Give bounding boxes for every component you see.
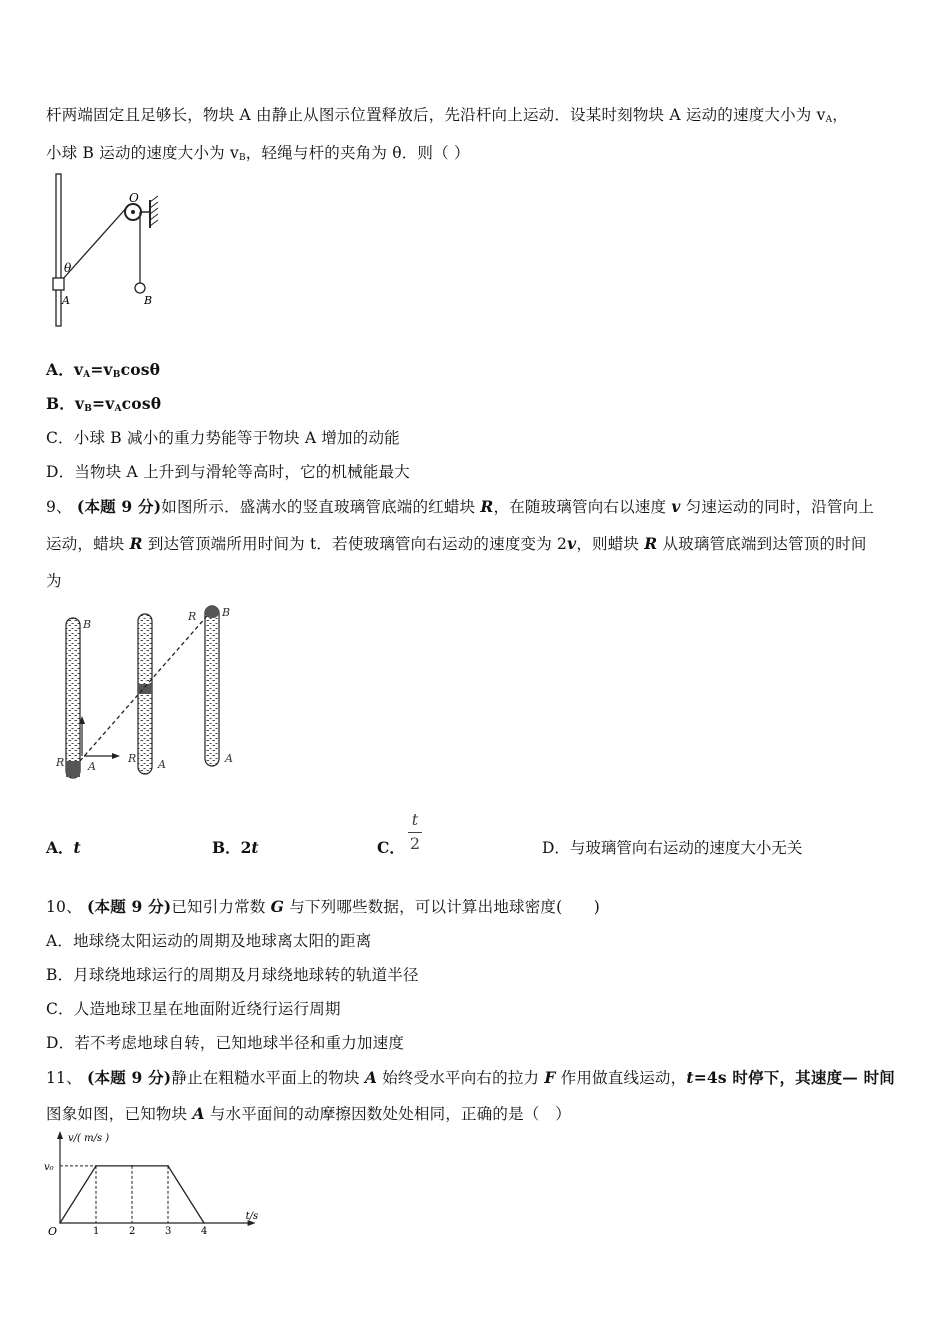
velocity-line <box>60 1166 204 1223</box>
tube2-label-r: R <box>128 752 137 765</box>
q10-option-b: B．月球绕地球运行的周期及月球绕地球转的轨道半径 <box>46 966 419 984</box>
q8-stem-line2: 小球 B 运动的速度大小为 $v_B$，轻绳与杆的夹角为 θ．则（ ） <box>46 144 470 163</box>
q9-option-a: A．t <box>46 838 81 857</box>
label-theta: θ <box>64 261 72 275</box>
block-a <box>53 278 64 290</box>
rope <box>62 206 128 280</box>
wax-block-1 <box>66 761 80 777</box>
q10-stem: 10、 (本题 9 分)已知引力常数 G 与下列哪些数据，可以计算出地球密度( ) <box>46 897 601 916</box>
tube1-label-b: B <box>83 618 92 631</box>
q9-stem-line2: 运动，蜡块 R 到达管顶端所用时间为 t．若使玻璃管向右运动的速度变为 2v，则蜡块 R 从玻璃管底端到达管顶的时间 <box>46 534 867 553</box>
data-point-2 <box>131 1165 133 1167</box>
label-a: A <box>62 294 70 307</box>
tube-1 <box>66 618 80 778</box>
origin-label: O <box>48 1225 58 1238</box>
q10-option-c: C．人造地球卫星在地面附近绕行运行周期 <box>46 1000 341 1018</box>
y-axis-arrow <box>57 1131 63 1139</box>
tube1-label-a: A <box>88 760 96 773</box>
tube1-label-r: R <box>56 756 65 769</box>
ball-b <box>135 283 145 293</box>
data-point-0 <box>59 1222 61 1224</box>
q11-stem-line2: 图象如图，已知物块 A 与水平面间的动摩擦因数处处相同，正确的是（ ） <box>46 1104 571 1123</box>
q8-stem-line1: 杆两端固定且足够长，物块 A 由静止从图示位置释放后，先沿杆向上运动．设某时刻物块 A 运动的速度大小为 $v_A$， <box>46 106 848 125</box>
tube3-label-a: A <box>225 752 233 765</box>
rod <box>56 174 61 326</box>
label-b: B <box>144 294 153 307</box>
q9-tube-figure <box>50 598 250 788</box>
q8-option-c: C．小球 B 减小的重力势能等于物块 A 增加的动能 <box>46 429 400 447</box>
label-o: O <box>129 191 139 205</box>
data-point-3 <box>167 1165 169 1167</box>
q8-option-d: D．当物块 A 上升到与滑轮等高时，它的机械能最大 <box>46 463 410 481</box>
y-axis-label: v/( m/s ) <box>68 1133 110 1144</box>
tube2-label-a: A <box>158 758 166 771</box>
v0-label: v₀ <box>44 1161 54 1173</box>
q11-stem-line1: 11、 (本题 9 分)静止在粗糙水平面上的物块 A 始终受水平向右的拉力 F 作用做直线运动，t=4s 时停下，其速度— 时间 <box>46 1068 895 1087</box>
tube-3 <box>205 606 219 766</box>
tube3-label-r: R <box>188 610 197 623</box>
q8-pulley-figure <box>40 168 180 333</box>
tick-label-2: 2 <box>129 1226 136 1237</box>
q9-option-c-fraction: t 2 <box>409 810 421 853</box>
data-point-1 <box>95 1165 97 1167</box>
tick-label-4: 4 <box>201 1226 208 1237</box>
q10-option-d: D．若不考虑地球自转，已知地球半径和重力加速度 <box>46 1034 405 1052</box>
q10-option-a: A．地球绕太阳运动的周期及地球离太阳的距离 <box>46 932 372 950</box>
q8-option-a: A．$v_A=v_B\cos\theta$ <box>46 360 161 380</box>
q9-stem-line3: 为 <box>46 572 62 590</box>
tube3-label-b: B <box>222 606 231 619</box>
x-axis-label: t/s <box>245 1211 259 1222</box>
q9-option-d: D．与玻璃管向右运动的速度大小无关 <box>542 839 803 857</box>
data-point-4 <box>203 1222 205 1224</box>
q9-option-b: B．2t <box>212 838 259 857</box>
q9-stem-line1: 9、 (本题 9 分)如图所示．盛满水的竖直玻璃管底端的红蜡块 R，在随玻璃管向右以速度 v 匀速运动的同时，沿管向上 <box>46 497 875 516</box>
q11-vt-chart <box>40 1130 259 1240</box>
q9-option-c: C． <box>377 838 405 857</box>
tick-label-3: 3 <box>165 1226 172 1237</box>
tick-label-1: 1 <box>93 1226 100 1237</box>
q8-option-b: B．$v_B=v_A\cos\theta$ <box>46 394 162 414</box>
